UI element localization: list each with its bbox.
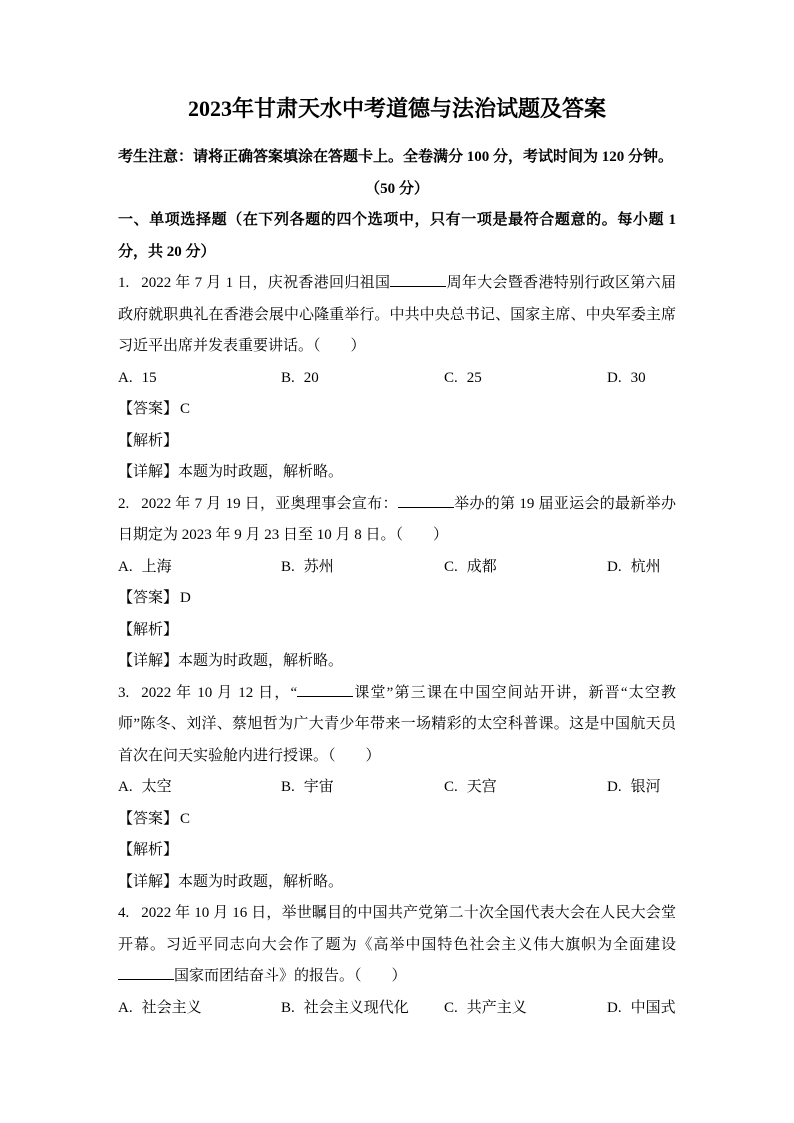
option-text: 苏州 <box>303 558 334 575</box>
option-item-a <box>118 363 281 395</box>
option-label: D. <box>607 999 622 1016</box>
option-item-c <box>444 552 607 584</box>
option-item-d <box>607 993 676 1025</box>
option-text: 成都 <box>466 558 497 575</box>
blank-underline <box>390 272 446 287</box>
stem-text-before-blank: 2022 年 7 月 19 日，亚奥理事会宣布： <box>141 495 398 512</box>
option-label: A. <box>118 999 133 1016</box>
option-label: D. <box>607 558 622 575</box>
detail-label: 【详解】 <box>118 873 179 890</box>
option-item-a <box>118 552 281 584</box>
option-text: 社会主义现代化 <box>303 999 409 1016</box>
option-label: A. <box>118 779 133 795</box>
option-item-b <box>281 772 444 804</box>
answer-value: C <box>180 810 191 827</box>
question-number: 3. <box>118 684 130 701</box>
question-stem <box>118 268 676 363</box>
detail-label: 【详解】 <box>118 653 179 669</box>
option-text: 天宫 <box>466 779 497 795</box>
option-text: 20 <box>303 369 319 386</box>
stem-text-after-blank: 国家而团结奋斗》的报告。（ ） <box>174 968 407 984</box>
option-item-c <box>444 363 607 395</box>
option-label: C. <box>444 558 458 575</box>
detail-line <box>118 646 676 678</box>
option-item-a <box>118 993 281 1025</box>
detail-text: 本题为时政题，解析略。 <box>178 653 344 669</box>
analysis-label: 【解析】 <box>118 842 179 858</box>
option-item-d <box>607 552 676 584</box>
options-row <box>118 772 676 804</box>
detail-line <box>118 457 676 489</box>
detail-text: 本题为时政题，解析略。 <box>178 464 344 480</box>
option-label: B. <box>281 779 295 795</box>
answer-line <box>118 394 676 426</box>
option-label: A. <box>118 558 133 575</box>
option-text: 杭州 <box>630 558 661 575</box>
exam-notice: 考生注意：请将正确答案填涂在答题卡上。全卷满分 100 分，考试时间为 120 分钟。 <box>118 149 674 165</box>
option-label: C. <box>444 779 458 795</box>
question-block-3 <box>118 678 676 899</box>
option-label: D. <box>607 779 622 795</box>
blank-underline <box>118 965 174 980</box>
answer-line <box>118 583 676 615</box>
options-row <box>118 552 676 584</box>
option-label: B. <box>281 558 295 575</box>
option-item-b <box>281 552 444 584</box>
option-item-d <box>607 363 676 395</box>
option-label: D. <box>607 369 622 386</box>
option-label: C. <box>444 369 458 386</box>
analysis-line <box>118 615 676 647</box>
answer-label: 【答案】 <box>118 590 179 606</box>
detail-text: 本题为时政题，解析略。 <box>178 873 344 890</box>
option-text: 宇宙 <box>303 779 334 795</box>
stem-text-after-blank: 课堂”第三课在中国空间站开讲，新晋“太空教师”陈冬、刘洋、蔡旭哲为广大青少年带来一场精彩的太空科普课。这是中国航天员首次在问天实验舱内进行授课。（ ） <box>118 684 676 764</box>
detail-label: 【详解】 <box>118 464 179 480</box>
options-row <box>118 363 676 395</box>
question-number: 4. <box>118 905 130 921</box>
page-title: 2023年甘肃天水中考道德与法治试题及答案 <box>187 96 606 121</box>
stem-text-before-blank: 2022 年 10 月 12 日，“ <box>141 684 298 701</box>
options-row <box>118 993 676 1025</box>
option-text: 银河 <box>630 779 661 795</box>
analysis-line <box>118 835 676 867</box>
question-number: 1. <box>118 275 130 291</box>
answer-value: D <box>180 590 191 606</box>
option-item-c <box>444 772 607 804</box>
option-text: 太空 <box>141 779 172 795</box>
answer-value: C <box>180 401 191 417</box>
stem-text-before-blank: 2022 年 10 月 16 日，举世瞩目的中国共产党第二十次全国代表大会在人民大会堂开幕。习近平同志向大会作了题为《高举中国特色社会主义伟大旗帜为全面建设 <box>118 905 676 953</box>
blank-underline <box>398 493 454 508</box>
score-line: （50 分） <box>365 180 429 197</box>
answer-label: 【答案】 <box>118 401 179 417</box>
option-label: A. <box>118 369 133 386</box>
option-text: 30 <box>630 369 646 386</box>
stem-text-before-blank: 2022 年 7 月 1 日，庆祝香港回归祖国 <box>141 275 391 291</box>
stem-text-after-blank: 周年大会暨香港特别行政区第六届政府就职典礼在香港会展中心隆重举行。中共中央总书记、国家主席、中央军委主席习近平出席并发表重要讲话。（ ） <box>118 275 676 354</box>
analysis-line <box>118 426 676 458</box>
analysis-label: 【解析】 <box>118 432 179 449</box>
stem-text-after-blank: 举办的第 19 届亚运会的最新举办日期定为 2023 年 9 月 23 日至 10 月 8 日。（ ） <box>118 495 676 543</box>
question-stem <box>118 898 676 993</box>
analysis-label: 【解析】 <box>118 621 179 638</box>
option-item-b <box>281 993 444 1025</box>
question-stem <box>118 678 676 773</box>
option-text: 社会主义 <box>141 999 202 1016</box>
option-text: 共产主义 <box>466 999 527 1016</box>
option-item-c <box>444 993 607 1025</box>
option-label: C. <box>444 999 458 1016</box>
option-item-a <box>118 772 281 804</box>
question-number: 2. <box>118 495 130 512</box>
detail-line <box>118 867 676 899</box>
option-text: 15 <box>141 369 157 386</box>
option-text: 25 <box>466 369 482 386</box>
option-label: B. <box>281 369 295 386</box>
question-block-2 <box>118 489 676 678</box>
answer-line <box>118 804 676 836</box>
option-item-b <box>281 363 444 395</box>
blank-underline <box>297 682 353 697</box>
option-text: 上海 <box>141 558 172 575</box>
answer-label: 【答案】 <box>118 810 179 827</box>
question-block-4 <box>118 898 676 1024</box>
question-block-1 <box>118 268 676 489</box>
question-stem <box>118 489 676 552</box>
option-text: 中国式 <box>630 999 676 1016</box>
section-heading: 一、单项选择题（在下列各题的四个选项中，只有一项是最符合题意的。每小题 1 分，共 20 分） <box>118 212 676 260</box>
option-item-d <box>607 772 676 804</box>
option-label: B. <box>281 999 295 1016</box>
